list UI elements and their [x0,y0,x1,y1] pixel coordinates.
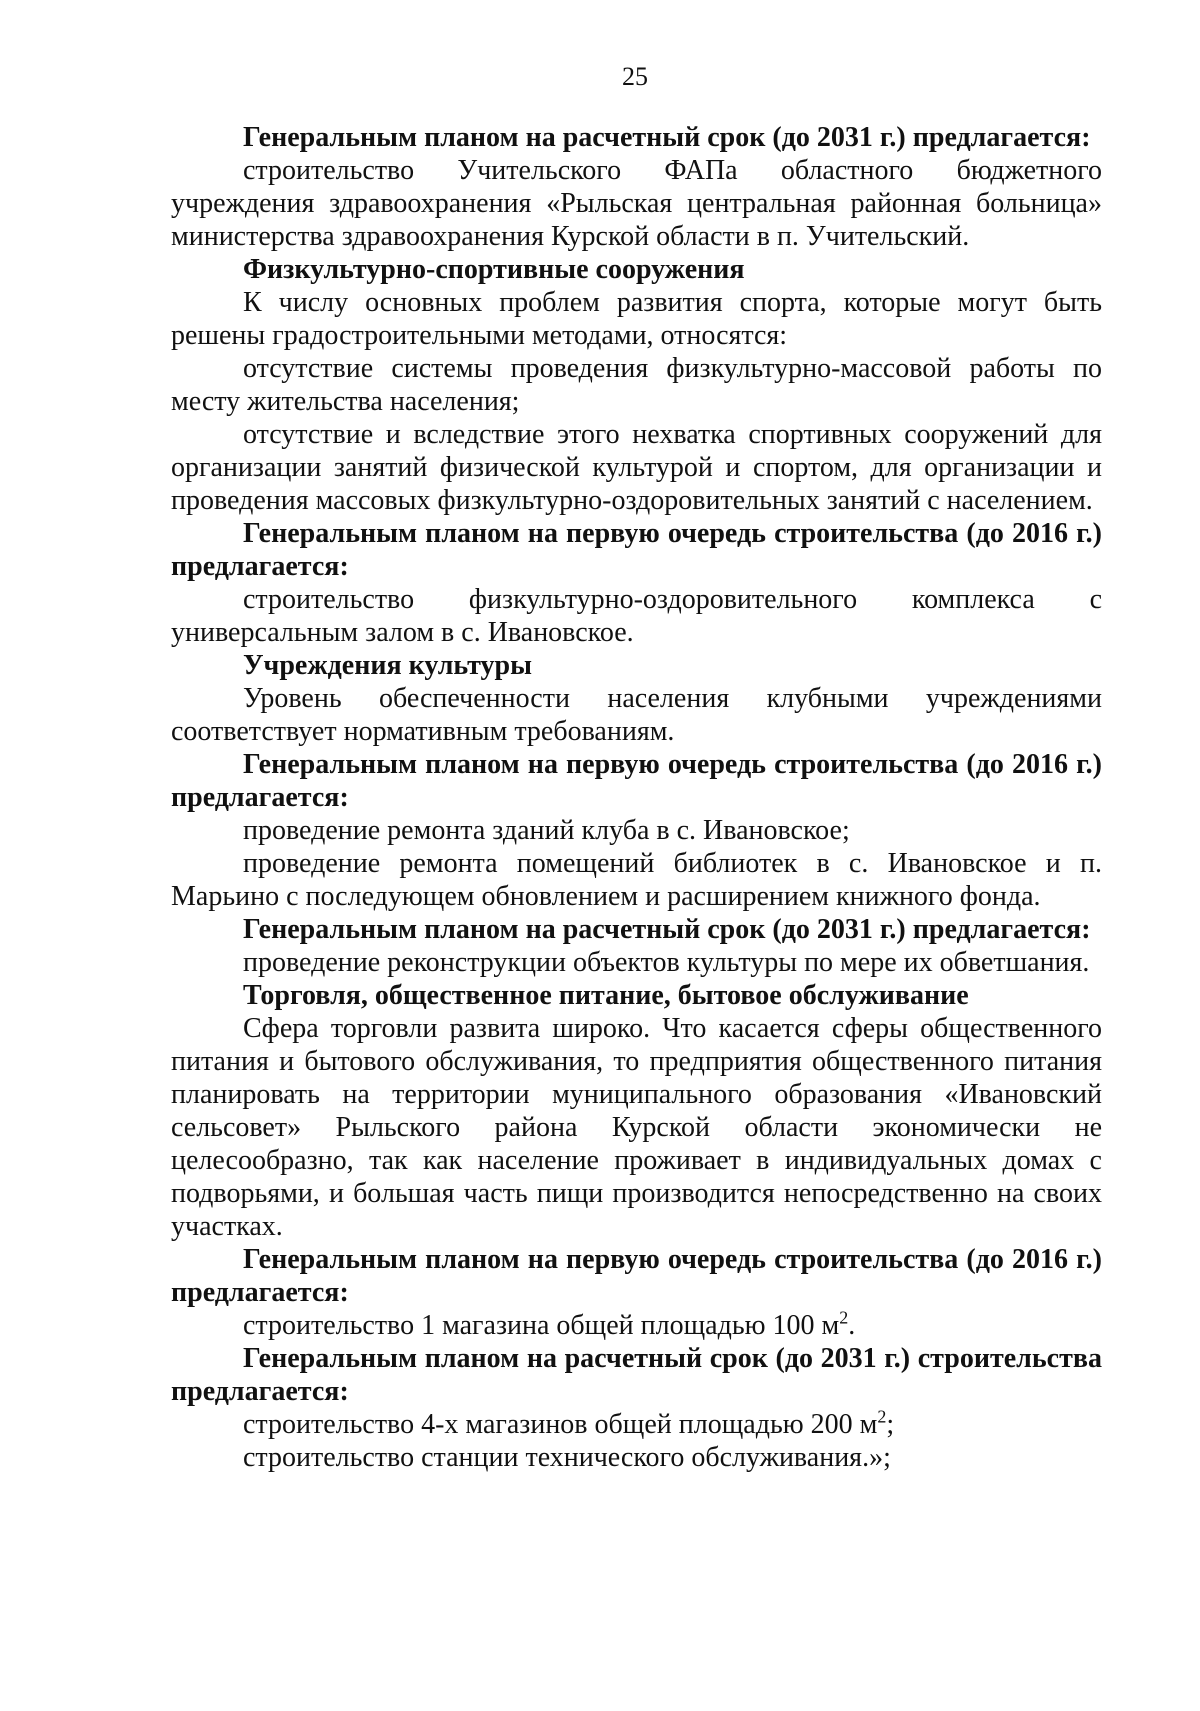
paragraph: строительство Учительского ФАПа областного бюджетного учреждения здравоохранения «Рыльская центральная районная больница» министерства здравоохранения Курской области в п. Учительский. [171,155,1102,252]
section-heading: Генеральным планом на расчетный срок (до 2031 г.) предлагается: [243,914,1091,945]
paragraph-heading-final: Генеральным планом на расчетный срок (до 2031 г.) строительства предлагается: [171,1343,1102,1407]
paragraph: проведение реконструкции объектов культуры по мере их обветшания. [243,947,1090,978]
paragraph: К числу основных проблем развития спорта, которые могут быть решены градостроительными методами, относятся: [171,287,1102,351]
paragraph-last: строительство станции технического обслуживания.»; [243,1442,891,1473]
section-heading: Генеральным планом на первую очередь строительства (до 2016 г.) предлагается: [171,518,1102,582]
paragraph-shop-1 [171,1309,1102,1342]
page-number: 25 [622,62,648,91]
document-body [171,121,1102,1474]
section-heading: Генеральным планом на расчетный срок (до 2031 г.) предлагается: [243,122,1091,153]
paragraph-shop-4 [171,1408,1102,1441]
shop-4-sup: 2 [877,1406,887,1427]
shop-1-sup: 2 [839,1307,849,1328]
paragraph-list [171,121,1102,1309]
paragraph: отсутствие и вследствие этого нехватка спортивных сооружений для организации занятий физической культурой и спортом, для организации и проведения массовых физкультурно-оздоровительных занятий с населением. [171,419,1102,516]
section-heading: Генеральным планом на первую очередь строительства (до 2016 г.) предлагается: [171,1244,1102,1308]
paragraph: Сфера торговли развита широко. Что касается сферы общественного питания и бытового обслуживания, то предприятия общественного питания планировать на территории муниципального образования «Ивановский сельсовет» Рыльского района Курской области экономически не целесообразно, так как население проживает в индивидуальных домах с подворьями, и большая часть пищи производится непосредственно на своих участках. [171,1013,1102,1242]
paragraph: Уровень обеспеченности населения клубными учреждениями соответствует нормативным требованиям. [171,683,1102,747]
shop-4-text: строительство 4-х магазинов общей площадью 200 м [243,1409,878,1440]
section-heading: Торговля, общественное питание, бытовое обслуживание [243,980,969,1011]
section-heading: Учреждения культуры [243,650,532,681]
shop-1-tail: . [848,1310,856,1341]
shop-1-text: строительство 1 магазина общей площадью 100 м [243,1310,840,1341]
paragraph: отсутствие системы проведения физкультурно-массовой работы по месту жительства населения; [171,353,1102,417]
paragraph: строительство физкультурно-оздоровительного комплекса с универсальным залом в с. Ивановское. [171,584,1102,648]
section-heading: Генеральным планом на первую очередь строительства (до 2016 г.) предлагается: [171,749,1102,813]
shop-4-tail: ; [886,1409,895,1440]
paragraph: проведение ремонта помещений библиотек в с. Ивановское и п. Марьино с последующем обновлением и расширением книжного фонда. [171,848,1102,912]
paragraph: проведение ремонта зданий клуба в с. Ивановское; [243,815,850,846]
section-heading: Физкультурно-спортивные сооружения [243,254,745,285]
